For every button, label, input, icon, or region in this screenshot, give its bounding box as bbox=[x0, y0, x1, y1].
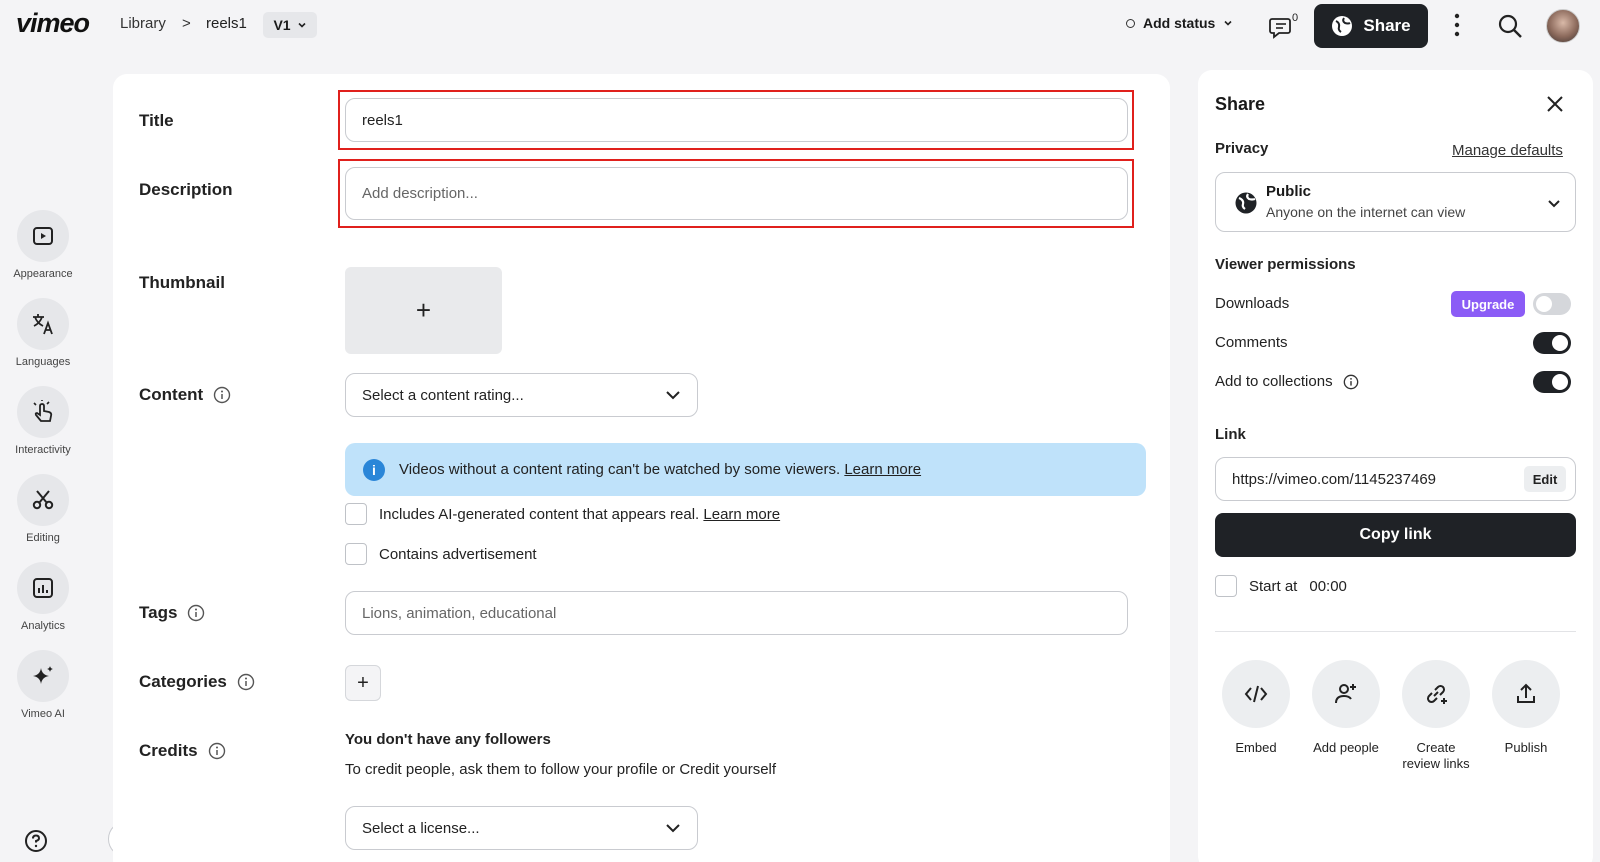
search-icon[interactable] bbox=[1496, 12, 1524, 40]
categories-label: Categories bbox=[139, 672, 227, 691]
rail-icon-wrap bbox=[17, 650, 69, 702]
share-panel bbox=[1198, 70, 1593, 862]
divider bbox=[1215, 631, 1576, 632]
advertisement-checkbox-row bbox=[345, 543, 537, 565]
bar-chart-icon bbox=[31, 576, 55, 600]
link-plus-icon bbox=[1423, 681, 1449, 707]
rail-label: Languages bbox=[15, 356, 71, 368]
privacy-select[interactable] bbox=[1215, 172, 1576, 232]
rail-label: Vimeo AI bbox=[21, 708, 65, 720]
plus-icon: + bbox=[415, 295, 432, 325]
chevron-down-icon bbox=[1223, 18, 1233, 28]
plus-icon: + bbox=[357, 671, 369, 694]
banner-learn-more-link[interactable]: Learn more bbox=[844, 461, 922, 478]
rail-item-interactivity[interactable] bbox=[0, 386, 86, 456]
rail-label: Analytics bbox=[20, 620, 66, 632]
downloads-label: Downloads bbox=[1215, 295, 1290, 312]
action-icon-wrap bbox=[1492, 660, 1560, 728]
license-value: Select a license... bbox=[362, 819, 480, 837]
help-icon[interactable] bbox=[24, 829, 48, 853]
chevron-down-icon bbox=[665, 820, 681, 836]
viewer-permissions-label: Viewer permissions bbox=[1215, 256, 1356, 273]
version-dropdown[interactable] bbox=[263, 12, 317, 38]
notifications-button[interactable] bbox=[1268, 11, 1300, 41]
title-label: Title bbox=[139, 111, 174, 130]
version-label: V1 bbox=[273, 17, 291, 33]
ai-content-text-wrap bbox=[379, 506, 780, 523]
status-dot-icon bbox=[1126, 19, 1135, 28]
rail-icon-wrap bbox=[17, 562, 69, 614]
info-icon[interactable] bbox=[213, 386, 231, 404]
action-label: Publish bbox=[1504, 740, 1548, 755]
share-panel-title: Share bbox=[1215, 94, 1266, 114]
credits-title: You don't have any followers bbox=[345, 731, 551, 748]
breadcrumb-current: reels1 bbox=[206, 15, 247, 32]
upgrade-button[interactable]: Upgrade bbox=[1451, 291, 1525, 317]
toggle-knob bbox=[1552, 374, 1568, 390]
globe-icon bbox=[1331, 15, 1353, 37]
comments-toggle[interactable] bbox=[1533, 332, 1571, 354]
add-to-collections-label: Add to collections bbox=[1215, 373, 1333, 390]
globe-icon bbox=[1234, 191, 1258, 215]
banner-text-wrap bbox=[399, 461, 921, 478]
rail-label: Appearance bbox=[13, 268, 73, 280]
rail-label: Interactivity bbox=[15, 444, 71, 456]
link-label: Link bbox=[1215, 426, 1246, 443]
info-icon[interactable] bbox=[187, 604, 205, 622]
vimeo-logo[interactable]: vimeo bbox=[16, 8, 90, 38]
privacy-title: Public bbox=[1266, 183, 1312, 200]
tags-label: Tags bbox=[139, 603, 178, 622]
content-rating-select[interactable] bbox=[345, 373, 698, 417]
title-input[interactable]: reels1 bbox=[345, 98, 1128, 142]
description-label: Description bbox=[139, 180, 233, 199]
top-bar bbox=[0, 0, 1600, 50]
add-person-icon bbox=[1333, 681, 1359, 707]
rail-icon-wrap bbox=[17, 298, 69, 350]
start-at-time[interactable]: 00:00 bbox=[1309, 577, 1347, 595]
ai-content-checkbox-row bbox=[345, 503, 780, 525]
start-at-checkbox[interactable] bbox=[1215, 575, 1237, 597]
info-icon[interactable] bbox=[237, 673, 255, 691]
ai-content-checkbox[interactable] bbox=[345, 503, 367, 525]
sparkle-icon bbox=[31, 664, 55, 688]
credits-label-row bbox=[139, 741, 226, 761]
rail-icon-wrap bbox=[17, 474, 69, 526]
categories-label-row bbox=[139, 672, 255, 692]
toggle-knob bbox=[1536, 296, 1552, 312]
toggle-knob bbox=[1552, 335, 1568, 351]
publish-action[interactable] bbox=[1484, 660, 1568, 756]
start-at-row bbox=[1215, 575, 1347, 597]
rail-icon-wrap bbox=[17, 386, 69, 438]
rail-item-editing[interactable] bbox=[0, 474, 86, 544]
info-icon[interactable] bbox=[208, 742, 226, 760]
manage-defaults-link[interactable]: Manage defaults bbox=[1452, 142, 1563, 159]
breadcrumb-separator-icon: > bbox=[182, 15, 191, 32]
rail-item-analytics[interactable] bbox=[0, 562, 86, 632]
add-category-button[interactable] bbox=[345, 665, 381, 701]
share-link-field[interactable] bbox=[1215, 457, 1576, 501]
share-label: Share bbox=[1363, 16, 1411, 35]
rail-item-vimeo-ai[interactable] bbox=[0, 650, 86, 720]
breadcrumb-library[interactable]: Library bbox=[120, 15, 166, 32]
downloads-toggle[interactable] bbox=[1533, 293, 1571, 315]
rail-label: Editing bbox=[26, 532, 60, 544]
license-select[interactable] bbox=[345, 806, 698, 850]
advertisement-checkbox[interactable] bbox=[345, 543, 367, 565]
content-rating-banner bbox=[345, 443, 1146, 496]
credits-text: To credit people, ask them to follow your profile or Credit yourself bbox=[345, 761, 777, 778]
thumbnail-label: Thumbnail bbox=[139, 273, 225, 292]
tags-input[interactable]: Lions, animation, educational bbox=[345, 591, 1128, 635]
action-icon-wrap bbox=[1312, 660, 1380, 728]
content-label-row bbox=[139, 385, 231, 405]
close-icon[interactable] bbox=[1543, 92, 1567, 116]
add-status-button[interactable] bbox=[1126, 15, 1233, 31]
banner-text: Videos without a content rating can't be watched by some viewers. bbox=[399, 461, 841, 478]
action-label: Embed bbox=[1235, 740, 1277, 755]
translate-icon bbox=[30, 311, 56, 337]
notification-count: 0 bbox=[1292, 12, 1299, 24]
chevron-down-icon bbox=[665, 387, 681, 403]
add-to-collections-toggle[interactable] bbox=[1533, 371, 1571, 393]
advertisement-label: Contains advertisement bbox=[379, 545, 537, 563]
action-icon-wrap bbox=[1222, 660, 1290, 728]
info-filled-icon: i bbox=[363, 459, 385, 481]
action-icon-wrap bbox=[1402, 660, 1470, 728]
tags-label-row bbox=[139, 603, 205, 623]
action-label: Add people bbox=[1313, 740, 1379, 755]
credits-label: Credits bbox=[139, 741, 198, 760]
add-thumbnail-button[interactable] bbox=[345, 267, 502, 354]
privacy-subtitle: Anyone on the internet can view bbox=[1266, 204, 1466, 220]
more-options-icon[interactable] bbox=[1449, 12, 1465, 38]
start-at-label: Start at bbox=[1249, 577, 1298, 595]
avatar[interactable] bbox=[1546, 9, 1580, 43]
content-label: Content bbox=[139, 385, 204, 404]
scissors-icon bbox=[31, 488, 55, 512]
share-button[interactable] bbox=[1314, 4, 1428, 48]
copy-link-button[interactable]: Copy link bbox=[1215, 513, 1576, 557]
chat-bubble-icon bbox=[1268, 11, 1300, 41]
content-rating-value: Select a content rating... bbox=[362, 386, 524, 404]
share-link-value: https://vimeo.com/1145237469 bbox=[1232, 470, 1437, 488]
create-review-links-action[interactable] bbox=[1394, 660, 1478, 772]
pointer-hand-icon bbox=[30, 399, 56, 425]
add-people-action[interactable] bbox=[1304, 660, 1388, 756]
ai-learn-more-link[interactable]: Learn more bbox=[703, 505, 781, 523]
description-input[interactable]: Add description... bbox=[345, 167, 1128, 220]
video-details-panel bbox=[113, 74, 1170, 862]
embed-action[interactable] bbox=[1214, 660, 1298, 756]
collections-label-row bbox=[1215, 373, 1359, 390]
play-square-icon bbox=[31, 224, 55, 248]
info-icon[interactable] bbox=[1343, 374, 1359, 390]
status-label: Add status bbox=[1143, 15, 1216, 31]
code-icon bbox=[1243, 681, 1269, 707]
chevron-down-icon bbox=[1546, 195, 1562, 211]
action-label: Create review links bbox=[1402, 740, 1470, 771]
comments-label: Comments bbox=[1215, 334, 1288, 351]
rail-icon-wrap bbox=[17, 210, 69, 262]
rail-item-appearance[interactable] bbox=[0, 210, 86, 280]
privacy-label: Privacy bbox=[1215, 140, 1269, 157]
chevron-down-icon bbox=[297, 20, 307, 30]
rail-item-languages[interactable] bbox=[0, 298, 86, 368]
upload-icon bbox=[1513, 681, 1539, 707]
ai-content-label: Includes AI-generated content that appears real. bbox=[379, 505, 700, 523]
edit-link-button[interactable]: Edit bbox=[1524, 466, 1566, 492]
